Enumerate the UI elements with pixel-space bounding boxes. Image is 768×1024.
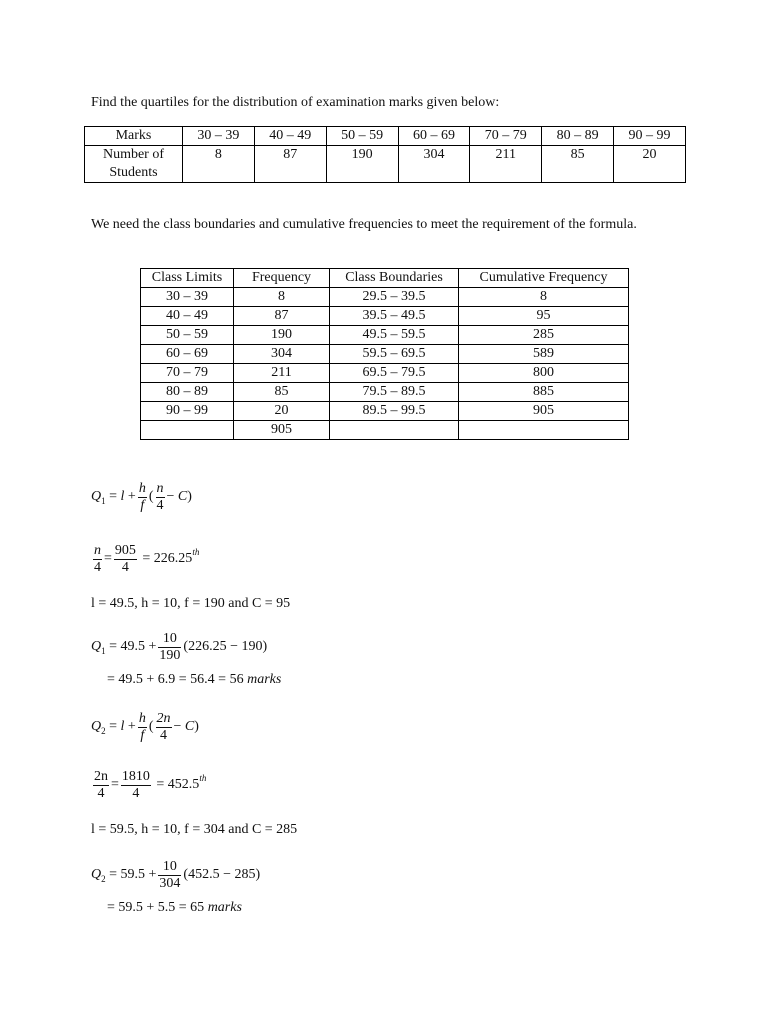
table-cell: 87 <box>234 307 330 326</box>
table-cell: 30 – 39 <box>141 288 234 307</box>
row-label-line: Number of <box>102 147 165 162</box>
table-cell: 20 <box>234 402 330 421</box>
table-cell: Marks <box>85 127 183 146</box>
table-row <box>141 383 629 402</box>
table-cell: 50 – 59 <box>326 127 398 146</box>
column-header: Cumulative Frequency <box>459 269 629 288</box>
table-cell: 190 <box>234 326 330 345</box>
table-cell <box>459 421 629 440</box>
table-cell: 95 <box>459 307 629 326</box>
table-total-row <box>141 421 629 440</box>
table-row <box>141 326 629 345</box>
marks-distribution-table <box>84 126 686 183</box>
q1-formula: Q 1 = l + $\frac{h}{f}$ ( $\frac{n}{4}$ − C ) <box>91 480 192 513</box>
table-cell: 20 <box>614 146 686 183</box>
table-cell: 304 <box>234 345 330 364</box>
fraction: $\frac{2n}{4}$ <box>156 710 171 743</box>
table-cell: 39.5 – 49.5 <box>330 307 459 326</box>
fraction: $\frac{10}{304}$ <box>159 858 181 891</box>
q2-formula: Q 2 = l + $\frac{h}{f}$ ( $\frac{2n}{4}$ − C ) <box>91 710 199 743</box>
table-cell: 40 – 49 <box>254 127 326 146</box>
table-cell: 190 <box>326 146 398 183</box>
fraction: $\frac{n}{4}$ <box>94 542 101 575</box>
table-cell: 285 <box>459 326 629 345</box>
table-row <box>141 288 629 307</box>
table-row <box>141 402 629 421</box>
2n-over-4-calc: $\frac{2n}{4}$ = $\frac{1810}{4}$ = 452.5 th <box>94 768 207 801</box>
table-row <box>85 146 686 183</box>
table-cell: 50 – 59 <box>141 326 234 345</box>
table-cell: 905 <box>459 402 629 421</box>
column-header: Class Limits <box>141 269 234 288</box>
q2-values: l = 59.5, h = 10, f = 304 and C = 285 <box>91 822 298 837</box>
fraction: $\frac{1810}{4}$ <box>121 768 150 801</box>
total-frequency: 905 <box>234 421 330 440</box>
table-cell: 49.5 – 59.5 <box>330 326 459 345</box>
table-header-row <box>141 269 629 288</box>
table-cell: 69.5 – 79.5 <box>330 364 459 383</box>
table-cell: 885 <box>459 383 629 402</box>
table-row <box>85 127 686 146</box>
column-header: Class Boundaries <box>330 269 459 288</box>
intro-text: Find the quartiles for the distribution of examination marks given below: <box>91 95 500 110</box>
table-cell: 79.5 – 89.5 <box>330 383 459 402</box>
table-cell: 70 – 79 <box>141 364 234 383</box>
fraction: $\frac{2n}{4}$ <box>94 768 108 801</box>
table-row <box>141 307 629 326</box>
table-cell: 589 <box>459 345 629 364</box>
table-cell: 89.5 – 99.5 <box>330 402 459 421</box>
q1-values: l = 49.5, h = 10, f = 190 and C = 95 <box>91 596 291 611</box>
table-cell: 8 <box>459 288 629 307</box>
explanation-text: We need the class boundaries and cumulative frequencies to meet the requirement of the formula. <box>91 217 637 232</box>
q2-substitution: Q 2 = 59.5 + $\frac{10}{304}$ (452.5 − 285) <box>91 858 261 891</box>
table-cell: 59.5 – 69.5 <box>330 345 459 364</box>
table-cell: 8 <box>183 146 255 183</box>
table-cell: 60 – 69 <box>398 127 470 146</box>
q2-result: = 59.5 + 5.5 = 65 marks <box>107 900 242 915</box>
table-cell: 87 <box>254 146 326 183</box>
table-cell: 80 – 89 <box>542 127 614 146</box>
q1-result: = 49.5 + 6.9 = 56.4 = 56 marks <box>107 672 282 687</box>
table-cell: 30 – 39 <box>183 127 255 146</box>
table-cell: 90 – 99 <box>141 402 234 421</box>
table-cell: 40 – 49 <box>141 307 234 326</box>
fraction: $\frac{h}{f}$ <box>138 480 146 513</box>
table-cell: 211 <box>470 146 542 183</box>
table-cell: 80 – 89 <box>141 383 234 402</box>
cumulative-frequency-table <box>140 268 629 440</box>
table-cell: 29.5 – 39.5 <box>330 288 459 307</box>
row-label-line: Students <box>109 165 158 180</box>
table-cell: 70 – 79 <box>470 127 542 146</box>
table-cell <box>141 421 234 440</box>
table-row <box>141 364 629 383</box>
q1-substitution: Q 1 = 49.5 + $\frac{10}{190}$ (226.25 − 190) <box>91 630 268 663</box>
table-cell: 304 <box>398 146 470 183</box>
table-cell: 211 <box>234 364 330 383</box>
fraction: $\frac{905}{4}$ <box>114 542 136 575</box>
fraction: $\frac{n}{4}$ <box>156 480 164 513</box>
n-over-4-calc: $\frac{n}{4}$ = $\frac{905}{4}$ = 226.25 th <box>94 542 200 575</box>
table-cell: 8 <box>234 288 330 307</box>
fraction: $\frac{h}{f}$ <box>138 710 146 743</box>
column-header: Frequency <box>234 269 330 288</box>
table-cell: 800 <box>459 364 629 383</box>
table-cell <box>85 146 183 183</box>
table-cell: 85 <box>234 383 330 402</box>
table-cell <box>330 421 459 440</box>
fraction: $\frac{10}{190}$ <box>159 630 181 663</box>
table-row <box>141 345 629 364</box>
table-cell: 85 <box>542 146 614 183</box>
table-cell: 60 – 69 <box>141 345 234 364</box>
table-cell: 90 – 99 <box>614 127 686 146</box>
